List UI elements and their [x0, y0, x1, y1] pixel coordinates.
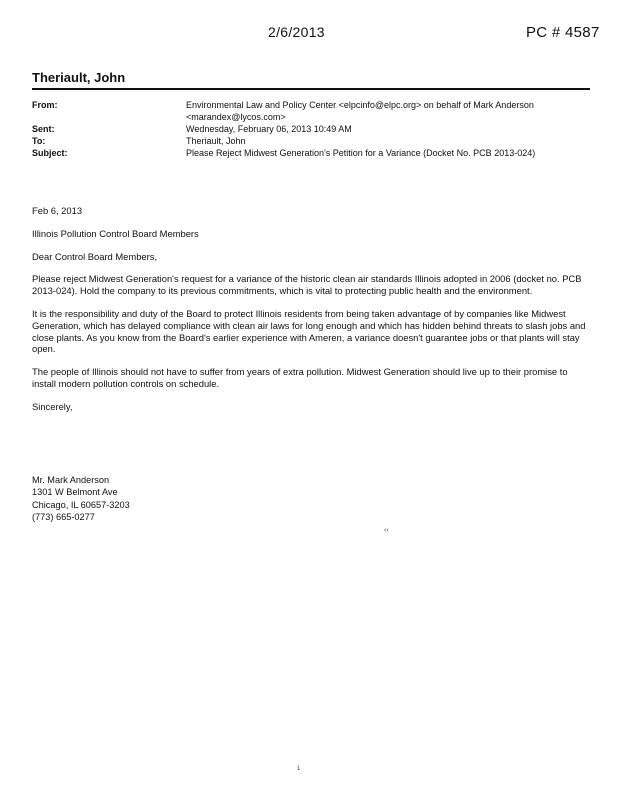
letter-salutation: Dear Control Board Members, — [32, 250, 158, 262]
letter-paragraph-3: The people of Illinois should not have to suffer from years of extra pollution. Midwest Generation should live up to their promise to install modern pollution controls on schedule. — [32, 366, 568, 389]
letter-recipient: Illinois Pollution Control Board Members — [32, 227, 199, 239]
scan-mark: ‹‹ — [384, 527, 389, 534]
from-row — [32, 99, 592, 123]
from-value — [186, 99, 592, 123]
signature-phone: (773) 665-0277 — [32, 512, 95, 523]
to-row — [32, 135, 592, 147]
from-value-line2: <marandex@lycos.com> — [186, 112, 286, 122]
subject-label: Subject: — [32, 148, 68, 158]
signature-name: Mr. Mark Anderson — [32, 475, 110, 485]
letter-paragraph-2: It is the responsibility and duty of the Board to protect Illinois residents from being taken advantage of by companies like Midwest Generation, which has delayed compliance with clean air laws for long enough and which has hidden behind threats to slash jobs and close plants. As you know from the Board's earlier experience with Ameren, a variance doesn't guarantee jobs or that plants will stay open. — [32, 307, 586, 355]
header-divider — [32, 88, 590, 90]
signature-street: 1301 W Belmont Ave — [32, 487, 118, 498]
letter-date: Feb 6, 2013 — [32, 205, 83, 216]
signature-block — [32, 474, 130, 524]
to-label: To: — [32, 136, 46, 146]
letter-body — [32, 205, 592, 424]
signature-city: Chicago, IL 60657-3203 — [32, 499, 130, 510]
to-value: Theriault, John — [186, 136, 246, 146]
sent-label: Sent: — [32, 124, 55, 134]
subject-row — [32, 147, 592, 159]
subject-value: Please Reject Midwest Generation's Petition for a Variance (Docket No. PCB 2013-024) — [186, 148, 536, 158]
from-value-line1: Environmental Law and Policy Center <elpcinfo@elpc.org> on behalf of Mark Anderson — [186, 100, 534, 110]
letter-paragraph-1: Please reject Midwest Generation's request for a variance of the historic clean air standards Illinois adopted in 2006 (docket no. PCB 2013-024). Hold the company to its previous commitments, which is vital to protecting public health and the environment. — [32, 273, 582, 297]
mailbox-owner-name: Theriault, John — [32, 70, 126, 85]
letter-closing: Sincerely, — [32, 400, 73, 412]
stamp-pc-number: PC # 4587 — [526, 24, 600, 41]
page-number: 1 — [297, 766, 301, 772]
sent-value: Wednesday, February 06, 2013 10:49 AM — [186, 124, 352, 134]
from-label: From: — [32, 100, 58, 110]
email-header — [32, 99, 592, 159]
sent-row — [32, 123, 592, 135]
stamp-date: 2/6/2013 — [268, 24, 325, 40]
